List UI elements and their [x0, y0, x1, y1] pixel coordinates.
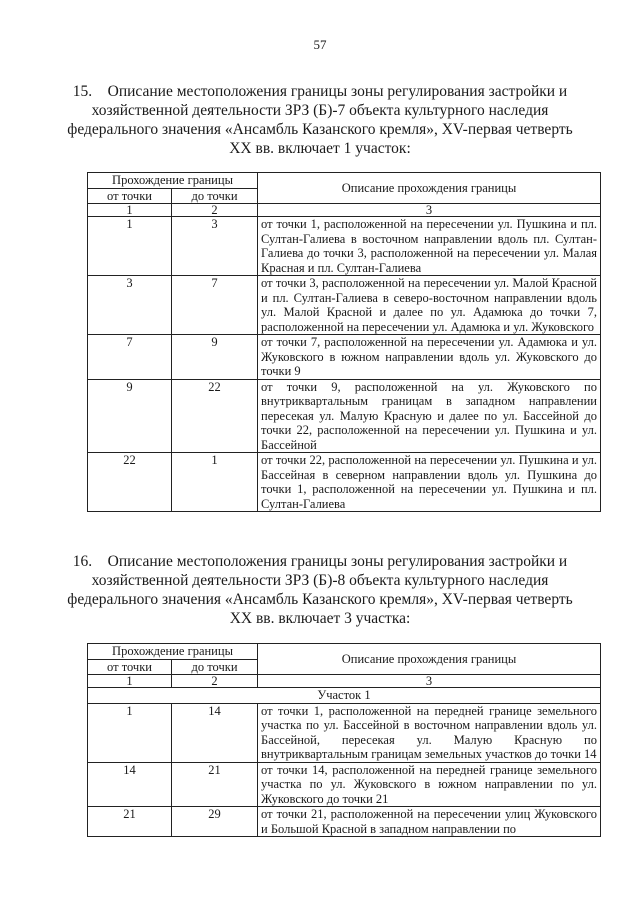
from-point: 7: [88, 335, 172, 380]
to-point: 1: [172, 453, 258, 512]
boundary-description: от точки 14, расположенной на передней границе земельного участка по ул. Жуковского в южном направлении по ул. Жуковского до точки 21: [258, 762, 601, 807]
header-to-point: до точки: [172, 188, 258, 204]
subsection-row: [88, 688, 601, 704]
section-15-heading: 15. Описание местоположения границы зоны регулирования застройки и хозяйственной деятельности ЗРЗ (Б)-7 объекта культурного наследия федерального значения «Ансамбль Казанского кремля», XV-первая четверть XX вв. включает 1 участок:: [67, 83, 573, 157]
header-boundary-passage: Прохождение границы: [88, 644, 258, 660]
boundary-description: от точки 9, расположенной на ул. Жуковского по внутриквартальным границам в западном направлении пересекая ул. Малую Красную и далее по ул. Бассейной до точки 22, расположенной на пересечении ул. Пушкина и ул. Бассейной: [258, 379, 601, 453]
table-row: [88, 762, 601, 807]
page-number: 57: [313, 37, 327, 52]
table-row: [88, 807, 601, 837]
boundary-description: от точки 1, расположенной на пересечении ул. Пушкина и пл. Султан-Галиева в восточном направлении вдоль пл. Султан-Галиева до точки 3, расположенной на пересечении ул. Малая Красная и пл. Султан-Галиева: [258, 217, 601, 276]
to-point: 21: [172, 762, 258, 807]
table-row: [88, 379, 601, 453]
from-point: 3: [88, 276, 172, 335]
boundary-table-section-16: [87, 643, 601, 837]
from-point: 1: [88, 217, 172, 276]
to-point: 3: [172, 217, 258, 276]
table-row: [88, 276, 601, 335]
column-index: 1: [88, 675, 172, 688]
table-header-row: [88, 173, 601, 189]
boundary-description: от точки 21, расположенной на пересечении улиц Жуковского и Большой Красной в западном направлении по: [258, 807, 601, 837]
header-from-point: от точки: [88, 659, 172, 675]
to-point: 14: [172, 703, 258, 762]
column-index: 3: [258, 204, 601, 217]
header-from-point: от точки: [88, 188, 172, 204]
header-boundary-passage: Прохождение границы: [88, 173, 258, 189]
table-row: [88, 335, 601, 380]
column-index: 3: [258, 675, 601, 688]
column-index: 2: [172, 675, 258, 688]
header-boundary-description: Описание прохождения границы: [258, 173, 601, 204]
boundary-description: от точки 1, расположенной на передней границе земельного участка по ул. Бассейной в восточном направлении вдоль ул. Бассейной, пересекая ул. Малую Красную по внутриквартальным границам земельных участков до точки 14: [258, 703, 601, 762]
section-16-heading: 16. Описание местоположения границы зоны регулирования застройки и хозяйственной деятельности ЗРЗ (Б)-8 объекта культурного наследия федерального значения «Ансамбль Казанского кремля», XV-первая четверть XX вв. включает 3 участка:: [67, 553, 573, 627]
boundary-description: от точки 7, расположенной на пересечении ул. Адамюка и ул. Жуковского в южном направлении вдоль ул. Жуковского до точки 9: [258, 335, 601, 380]
boundary-table-section-15: [87, 172, 601, 512]
column-index-row: [88, 675, 601, 688]
boundary-description: от точки 22, расположенной на пересечении ул. Пушкина и ул. Бассейная в северном направлении вдоль ул. Пушкина до точки 1, расположенной на пересечении ул. Пушкина и пл. Султан-Галиева: [258, 453, 601, 512]
from-point: 9: [88, 379, 172, 453]
header-to-point: до точки: [172, 659, 258, 675]
from-point: 1: [88, 703, 172, 762]
table-row: [88, 453, 601, 512]
header-boundary-description: Описание прохождения границы: [258, 644, 601, 675]
to-point: 9: [172, 335, 258, 380]
column-index: 2: [172, 204, 258, 217]
table-row: [88, 703, 601, 762]
from-point: 21: [88, 807, 172, 837]
column-index-row: [88, 204, 601, 217]
column-index: 1: [88, 204, 172, 217]
from-point: 14: [88, 762, 172, 807]
table-header-row: [88, 644, 601, 660]
table-row: [88, 217, 601, 276]
to-point: 7: [172, 276, 258, 335]
to-point: 29: [172, 807, 258, 837]
from-point: 22: [88, 453, 172, 512]
to-point: 22: [172, 379, 258, 453]
boundary-description: от точки 3, расположенной на пересечении ул. Малой Красной и пл. Султан-Галиева в северо-восточном направлении вдоль ул. Малой Красной и далее по ул. Адамюка до точки 7, расположенной на пересечении ул. Адамюка и ул. Жуковского: [258, 276, 601, 335]
subsection-title: Участок 1: [88, 688, 601, 704]
